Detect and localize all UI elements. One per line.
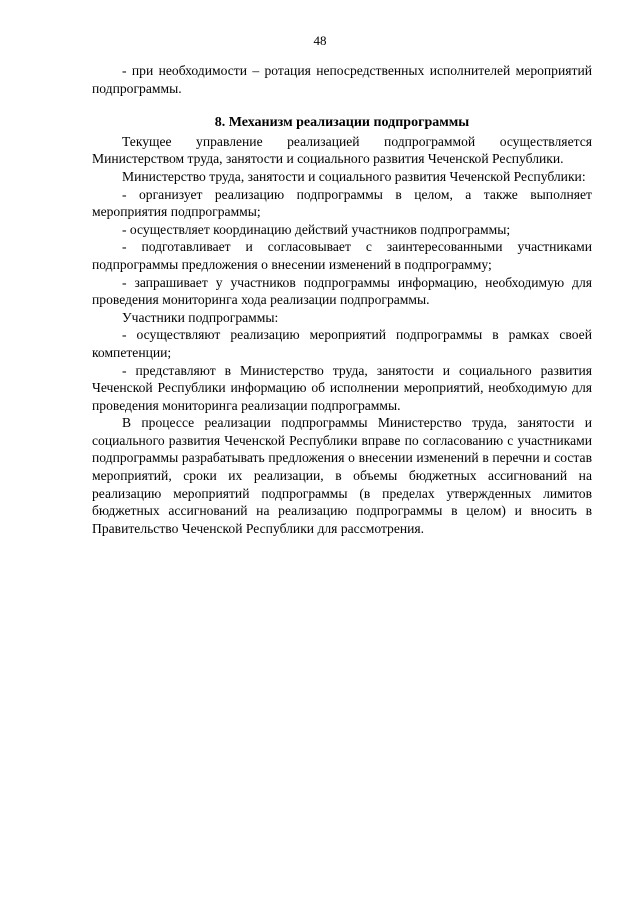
paragraph-coordinates: - осуществляет координацию действий участников подпрограммы; [122,221,511,237]
paragraph-participants-intro: Участники подпрограммы: [122,309,279,325]
paragraph-current-management: Текущее управление реализацией подпрограммой осуществляется Министерством труда, занятости и социального развития Чеченской Республики. [92,133,592,167]
paragraph-implement: - осуществляют реализацию мероприятий подпрограммы в рамках своей компетенции; [92,327,592,360]
paragraph-process: В процессе реализации подпрограммы Министерство труда, занятости и социального развития Чеченской Республики вправе по согласованию с участниками подпрограммы разрабатывать предложения о внесении изменений в перечни и состав мероприятий, сроки их реализации, в объемы бюджетных ассигнований на реализацию мероприятий подпрограммы (в пределах утвержденных лимитов бюджетных ассигнований на реализацию подпрограммы в целом) и вносить в Правительство Чеченской Республики для рассмотрения. [92,415,592,536]
paragraph-organizes: - организует реализацию подпрограммы в целом, а также выполняет мероприятия подпрограммы; [92,186,592,220]
paragraph-submit-info: - представляют в Министерство труда, занятости и социального развития Чеченской Республики информацию об исполнении мероприятий, необходимую для проведения мониторинга реализации подпрограммы. [92,362,592,413]
section-heading: 8. Механизм реализации подпрограммы [214,115,470,131]
paragraph-requests: - запрашивает у участников подпрограммы информацию, необходимую для проведения мониторинга хода реализации подпрограммы. [92,274,592,308]
document-body [92,62,592,537]
paragraph-prepares: - подготавливает и согласовывает с заинтересованными участниками подпрограммы предложения о внесении изменений в подпрограмму; [92,239,592,272]
page-number: 48 [313,33,327,48]
paragraph-ministry-intro: Министерство труда, занятости и социального развития Чеченской Республики: [122,168,586,184]
paragraph-rotation: - при необходимости – ротация непосредственных исполнителей мероприятий подпрограммы. [92,63,592,96]
